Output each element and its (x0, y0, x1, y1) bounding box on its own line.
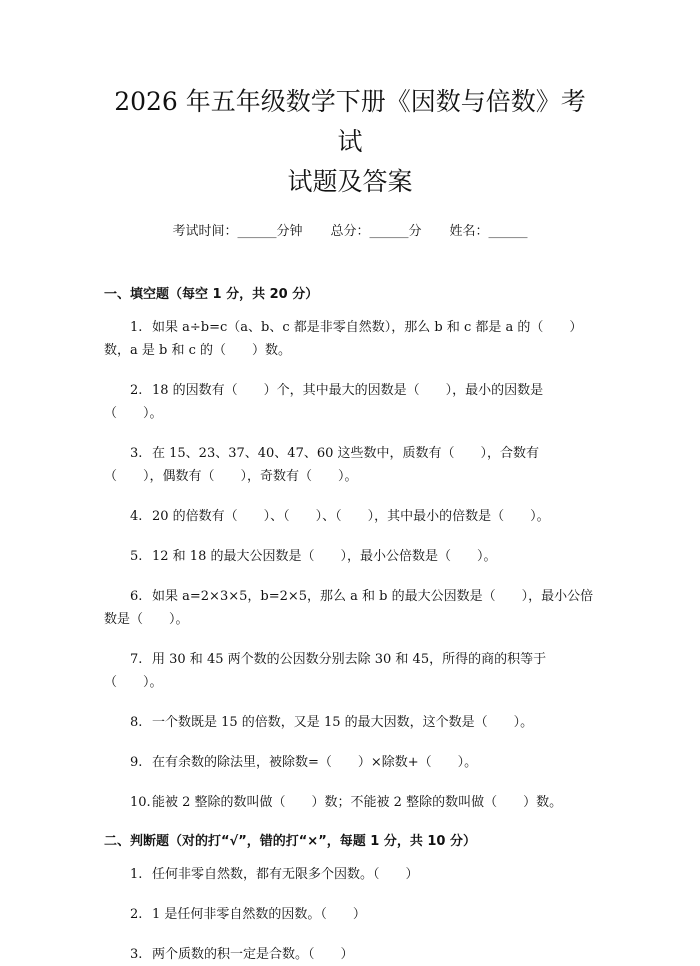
question-number: 1. (130, 320, 143, 335)
question-item (104, 863, 596, 886)
exam-time: 考试时间：______分钟 (172, 224, 303, 239)
section-true-false-heading: 二、判断题（对的打“√”，错的打“×”，每题 1 分，共 10 分） (104, 834, 476, 849)
question-item (104, 379, 596, 425)
question-number: 4. (130, 509, 143, 524)
question-number: 9. (130, 755, 143, 770)
question-text: 12 和 18 的最大公因数是（ ），最小公倍数是（ ）。 (152, 549, 497, 564)
question-text: 两个质数的积一定是合数。（ ） (152, 947, 354, 962)
question-item (104, 585, 596, 631)
question-text: 如果 a÷b=c（a、b、c 都是非零自然数），那么 b 和 c 都是 a 的（ ）数，a 是 b 和 c 的（ ）数。 (104, 320, 583, 358)
question-item (104, 791, 596, 814)
question-text: 20 的倍数有（ ）、（ ）、（ ），其中最小的倍数是（ ）。 (152, 509, 550, 524)
true-false-questions (104, 863, 596, 966)
question-text: 能被 2 整除的数叫做（ ）数；不能被 2 整除的数叫做（ ）数。 (152, 795, 563, 810)
total-score: 总分：______分 (330, 224, 422, 239)
question-text: 任何非零自然数，都有无限多个因数。（ ） (152, 867, 419, 882)
question-number: 3. (130, 446, 143, 461)
page-title (104, 0, 596, 202)
question-number: 2. (130, 907, 143, 922)
fill-in-questions (104, 316, 596, 814)
question-number: 6. (130, 589, 143, 604)
question-item (104, 751, 596, 774)
question-number: 3. (130, 947, 143, 962)
question-text: 用 30 和 45 两个数的公因数分别去除 30 和 45，所得的商的积等于（ ）。 (104, 652, 547, 690)
question-text: 一个数既是 15 的倍数，又是 15 的最大因数，这个数是（ ）。 (152, 715, 534, 730)
section-fill-in-heading: 一、填空题（每空 1 分，共 20 分） (104, 287, 319, 302)
question-number: 5. (130, 549, 143, 564)
title-line-1: 2026 年五年级数学下册《因数与倍数》考试 (114, 87, 586, 156)
question-text: 18 的因数有（ ）个，其中最大的因数是（ ），最小的因数是（ ）。 (104, 383, 544, 421)
question-item (104, 943, 596, 966)
question-text: 1 是任何非零自然数的因数。（ ） (152, 907, 366, 922)
exam-info (104, 220, 596, 239)
question-item (104, 648, 596, 694)
question-number: 2. (130, 383, 143, 398)
question-text: 如果 a=2×3×5，b=2×5，那么 a 和 b 的最大公因数是（ ），最小公倍数是（ ）。 (104, 589, 594, 627)
question-number: 7. (130, 652, 143, 667)
question-item (104, 442, 596, 488)
question-item (104, 316, 596, 362)
question-item (104, 711, 596, 734)
question-text: 在 15、23、37、40、47、60 这些数中，质数有（ ），合数有（ ），偶数有（ ），奇数有（ ）。 (104, 446, 540, 484)
student-name: 姓名：______ (449, 224, 528, 239)
question-number: 8. (130, 715, 143, 730)
question-item (104, 545, 596, 568)
title-line-2: 试题及答案 (287, 167, 413, 196)
question-text: 在有余数的除法里，被除数=（ ）×除数+（ ）。 (152, 755, 478, 770)
question-number: 10. (130, 795, 151, 810)
question-item (104, 903, 596, 926)
question-item (104, 505, 596, 528)
question-number: 1. (130, 867, 143, 882)
